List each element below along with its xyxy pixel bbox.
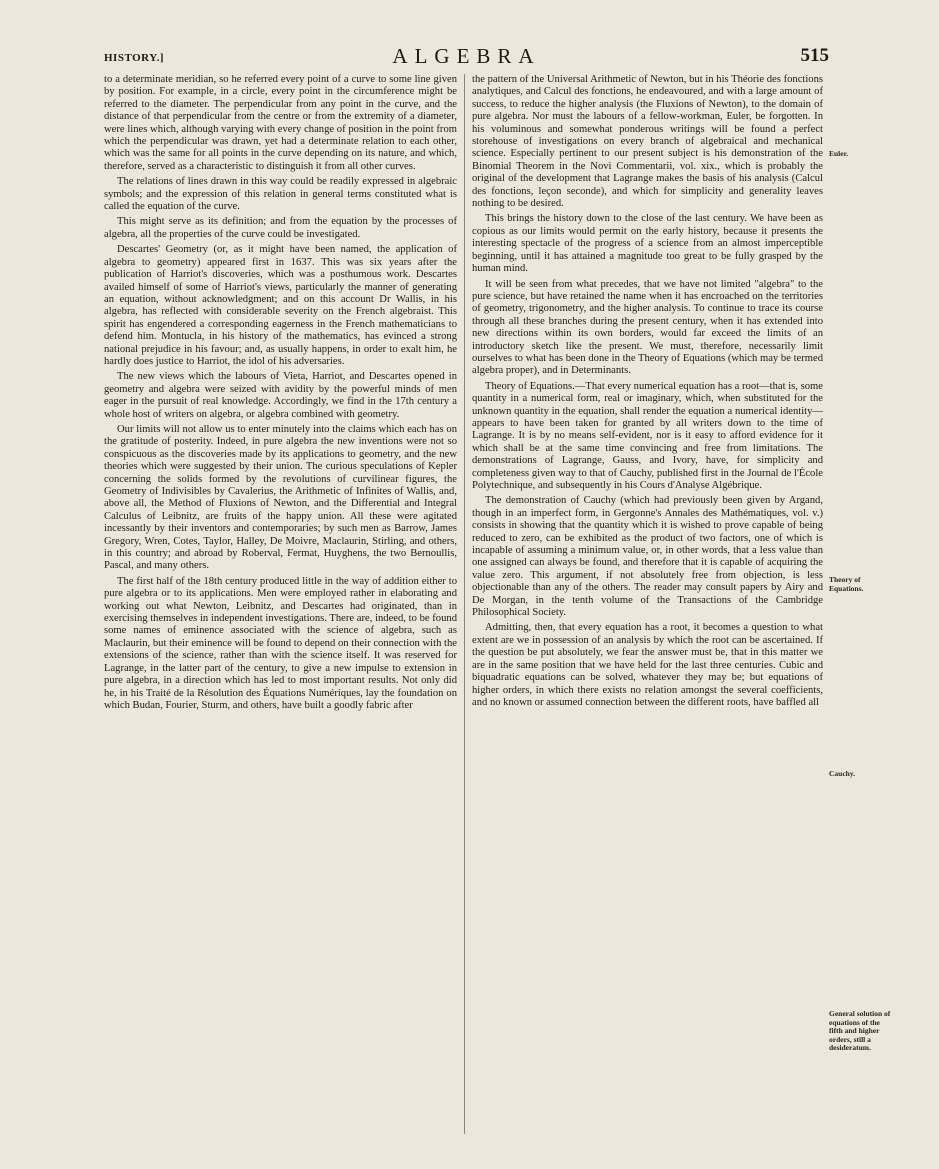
column-divider <box>464 74 465 1134</box>
page-header <box>104 44 829 74</box>
paragraph: Our limits will not allow us to enter minutely into the claims which each has on the gratitude of posterity. Indeed, in pure algebra the new inventions were not so conspicuous as the discoveries made by its applications to geometry, and the new theories which were suggested by their union. The curious speculations of Kepler concerning the solids formed by the revolutions of curvilinear figures, the Geometry of Indivisibles by Cavalerius, the Arithmetic of Infinites of Wallis, and, above all, the Method of Fluxions of Newton, and the Differential and Integral Calculus of Leibnitz, are fruits of the happy union. All these were agitated incessantly by their inventors and contemporaries; by such men as Barrow, James Gregory, Wren, Cotes, Taylor, Halley, De Moivre, Maclaurin, Stirling, and others, in this country; and abroad by Roberval, Fermat, Huyghens, the two Bernoullis, Pascal, and many others. <box>104 423 457 572</box>
paragraph: The first half of the 18th century produced little in the way of addition either to pure algebra or to its applications. Men were employed rather in elaborating and working out what Newton, Leibnitz, and Descartes had originated, than in exercising themselves in independent investigations. There are, indeed, to be found some names of eminence associated with the science of algebra, such as Maclaurin, but their eminence will be found to depend on their connection with the extensions of the science, rather than with the science itself. It was reserved for Lagrange, in the latter part of the century, to give a new impulse to extension in pure algebra, in a direction which has led to most important results. Not only did he, in his Traité de la Résolution des Équations Numériques, lay the foundation on which Budan, Fourier, Sturm, and others, have built a goodly fabric after <box>104 575 457 711</box>
left-column <box>104 74 457 715</box>
paragraph: The relations of lines drawn in this way could be readily expressed in algebraic symbols; and the expression of this relation in general terms constituted what is called the equation of the curve. <box>104 176 457 213</box>
margin-note-euler: Euler. <box>829 149 849 158</box>
margin-note-general: General solution of equations of the fifth and higher orders, still a desideratum. <box>829 1009 891 1052</box>
paragraph: It will be seen from what precedes, that we have not limited "algebra" to the pure science, but have retained the name when it has encroached on the territories of geometry, trigonometry, and the higher analysis. To continue to trace its course through all these branches during the present century, when it has extended into new directions within its own borders, would far exceed the limits of an introductory sketch like the present. We must, therefore, necessarily limit ourselves to what has been done in the Theory of Equations (which may be termed algebra proper), and in Determinants. <box>472 278 823 377</box>
paragraph: This might serve as its definition; and from the equation by the processes of algebra, all the properties of the curve could be investigated. <box>104 216 457 240</box>
paragraph: This brings the history down to the close of the last century. We have been as copious as our limits would permit on the early history, because it presents the interesting spectacle of the progress of a science from an almost imperceptible beginning, until it has attained a magnitude too great to be fully grasped by the human mind. <box>472 213 823 275</box>
paragraph: Descartes' Geometry (or, as it might have been named, the application of algebra to geometry) appeared first in 1637. This was six years after the publication of Harriot's discoveries, which was a posthumous work. Descartes availed himself of some of Harriot's views, particularly the manner of generating an equation, without acknowledgment; and on this account Dr Wallis, in his algebra, has reflected with considerable severity on the French algebraist. This spirit has engendered a corresponding eagerness in the French mathematicians to defend him. Montucla, in his history of the mathematics, has evinced a strong national prejudice in his favour; and, as usually happens, in order to exalt him, he hardly does justice to Harriot, the idol of his adversaries. <box>104 244 457 367</box>
margin-note-theory: Theory of Equations. <box>829 575 864 593</box>
paragraph: The demonstration of Cauchy (which had previously been given by Argand, though in an imperfect form, in Gergonne's Annales des Mathématiques, vol. v.) consists in showing that the quantity which it is wished to prove capable of being reduced to zero, can be exhibited as the product of two factors, one of which is incapable of assuming a minimum value, or, in other words, that a less value than one assigned can always be found, and therefore that it is capable of acquiring the value zero. This argument, if not absolutely free from objection, is less objectionable than any of the others. The reader may consult papers by Airy and De Morgan, in the tenth volume of the Transactions of the Cambridge Philosophical Society. <box>472 495 823 619</box>
margin-note-cauchy: Cauchy. <box>829 769 856 778</box>
paragraph: Admitting, then, that every equation has a root, it becomes a question to what extent are we in possession of an analysis by which the root can be ascertained. If the question be put absolutely, we fear the answer must be, that in this matter we are in the same position that we have held for the last three centuries. Cubic and biquadratic equations can be solved, whatever they may be; but equations of higher orders, in which there exists no relation amongst the several coefficients, and no known or assumed connection between the different roots, have baffled all <box>472 622 823 708</box>
running-head-title: ALGEBRA <box>392 44 541 68</box>
running-head-section: HISTORY.] <box>104 52 165 64</box>
paragraph: Theory of Equations.—That every numerical equation has a root—that is, some quantity in a numerical form, real or imaginary, which, when substituted for the unknown quantity in the equation, shall render the equation a numerical identity—appears to have been taken for granted by all writers down to the time of Lagrange. It is by no means self-evident, nor is it easy to afford evidence for it which shall be at the same time convincing and free from limitations. The demonstrations of Lagrange, Gauss, and Ivory, have, for simplicity and completeness given way to that of Cauchy, published first in the Journal de l'École Polytechnique, and subsequently in his Cours d'Analyse Algébrique. <box>472 380 823 491</box>
right-column <box>472 74 823 712</box>
paragraph: The new views which the labours of Vieta, Harriot, and Descartes opened in geometry and algebra were seized with avidity by the powerful minds of men eager in the pursuit of real knowledge. Accordingly, we find in the 17th century a whole host of writers on algebra, or algebra combined with geometry. <box>104 371 457 420</box>
paragraph: the pattern of the Universal Arithmetic of Newton, but in his Théorie des fonctions analytiques, and Calcul des fonctions, he endeavoured, and with a large amount of success, to reduce the higher analysis (the Fluxions of Newton), to the domain of pure algebra. Nor must the labours of a fellow-workman, Euler, be forgotten. In his voluminous and somewhat ponderous writings will be found a perfect storehouse of investigations on every branch of algebraical and mechanical science. Especially pertinent to our present subject is his demonstration of the Binomial Theorem in the Novi Commentarii, vol. xix., which is probably the original of the development that Lagrange makes the basis of his analysis (Calcul des fonctions, leçon seconde), and which for simplicity and generality leaves nothing to be desired. <box>472 74 823 210</box>
page-number: 515 <box>800 45 829 66</box>
paragraph: to a determinate meridian, so he referred every point of a curve to some line given by position. For example, in a circle, every point in the circumference might be referred to the diameter. The perpendicular from any point in the curve, and the distance of that perpendicular from the centre or from the extremity of a diameter, were lines which, although varying with every change of position in the point from which the perpendicular was drawn, yet had a determinate relation to each other, which was the same for all points in the curve depending on its nature, and which, therefore, served as a characteristic to distinguish it from all other curves. <box>104 74 457 172</box>
